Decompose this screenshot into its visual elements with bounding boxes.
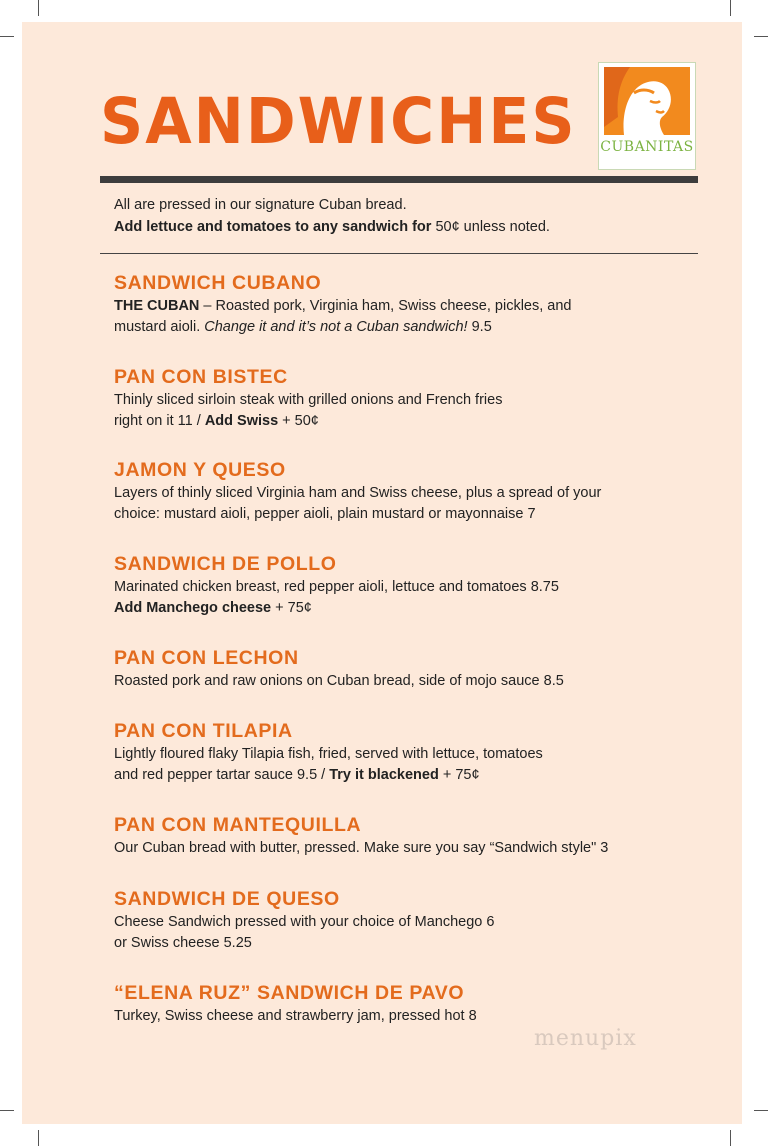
item-description [114, 1006, 714, 1027]
item-description [114, 577, 714, 619]
item-text: right on it 11 / [114, 413, 205, 429]
page-title: SANDWICHES [100, 85, 577, 159]
item-text: and red pepper tartar sauce 9.5 / [114, 767, 330, 783]
menu-item [114, 647, 714, 692]
menu-item [114, 720, 714, 786]
item-price: 9.5 [467, 319, 492, 335]
intro-bold: Add lettuce and tomatoes to any sandwich for [114, 219, 432, 235]
intro-divider [100, 253, 698, 254]
item-bold: Add Manchego cheese [114, 600, 272, 616]
menu-item [114, 272, 714, 338]
item-text: or Swiss cheese 5.25 [114, 935, 252, 951]
item-name: PAN CON MANTEQUILLA [114, 814, 362, 836]
item-name: SANDWICH DE POLLO [114, 553, 337, 575]
item-italic: Change it and it’s not a Cuban sandwich! [204, 319, 468, 335]
menu-item [114, 553, 714, 619]
item-text: choice: mustard aioli, pepper aioli, plain mustard or mayonnaise 7 [114, 506, 536, 522]
item-price: + 75¢ [271, 600, 312, 616]
logo-wordmark: CUBANITAS [600, 139, 694, 155]
item-text: Roasted pork and raw onions on Cuban bread, side of mojo sauce 8.5 [114, 673, 564, 689]
item-bold: Try it blackened [329, 767, 439, 783]
item-name: PAN CON BISTEC [114, 366, 288, 388]
intro-note [114, 194, 704, 238]
item-text: – Roasted pork, Virginia ham, Swiss cheese, pickles, and [199, 298, 572, 314]
item-name: JAMON Y QUESO [114, 459, 286, 481]
item-text: Thinly sliced sirloin steak with grilled onions and French fries [114, 392, 503, 408]
item-price: + 75¢ [438, 767, 480, 783]
item-description [114, 671, 714, 692]
item-bold: Add Swiss [204, 413, 279, 429]
watermark: menupix [534, 1026, 637, 1051]
menu-item [114, 888, 714, 954]
item-name: SANDWICH DE QUESO [114, 888, 340, 910]
item-description [114, 483, 714, 525]
menu-item [114, 814, 714, 859]
item-description [114, 912, 714, 954]
crop-mark [0, 36, 14, 37]
crop-mark [730, 1130, 731, 1146]
item-description [114, 838, 714, 859]
header-divider [100, 176, 698, 183]
item-description [114, 744, 714, 786]
item-text: Cheese Sandwich pressed with your choice of Manchego 6 [114, 914, 495, 930]
item-name: SANDWICH CUBANO [114, 272, 322, 294]
woman-face-logo-icon [604, 67, 690, 135]
item-bold: THE CUBAN [114, 298, 200, 314]
crop-mark [754, 36, 768, 37]
crop-mark [38, 0, 39, 16]
item-description [114, 390, 714, 432]
item-name: “ELENA RUZ” SANDWICH DE PAVO [114, 982, 465, 1004]
crop-mark [754, 1110, 768, 1111]
menu-item [114, 982, 714, 1027]
item-text: Turkey, Swiss cheese and strawberry jam, pressed hot 8 [114, 1008, 477, 1024]
intro-rest: 50¢ unless noted. [431, 219, 550, 235]
crop-mark [0, 1110, 14, 1111]
item-text: Our Cuban bread with butter, pressed. Make sure you say “Sandwich style" 3 [114, 840, 609, 856]
item-text: Layers of thinly sliced Virginia ham and Swiss cheese, plus a spread of your [114, 485, 602, 501]
crop-mark [730, 0, 731, 16]
item-name: PAN CON TILAPIA [114, 720, 293, 742]
crop-mark [38, 1130, 39, 1146]
item-text: mustard aioli. [114, 319, 205, 335]
menu-item [114, 459, 714, 525]
item-text: Marinated chicken breast, red pepper aioli, lettuce and tomatoes 8.75 [114, 579, 559, 595]
item-description [114, 296, 714, 338]
brand-logo [598, 62, 696, 170]
menu-page [22, 22, 742, 1124]
menu-item [114, 366, 714, 432]
item-price: + 50¢ [278, 413, 319, 429]
intro-line: All are pressed in our signature Cuban bread. [114, 197, 407, 213]
intro-line [114, 216, 704, 238]
item-name: PAN CON LECHON [114, 647, 299, 669]
item-text: Lightly floured flaky Tilapia fish, fried, served with lettuce, tomatoes [114, 746, 543, 762]
